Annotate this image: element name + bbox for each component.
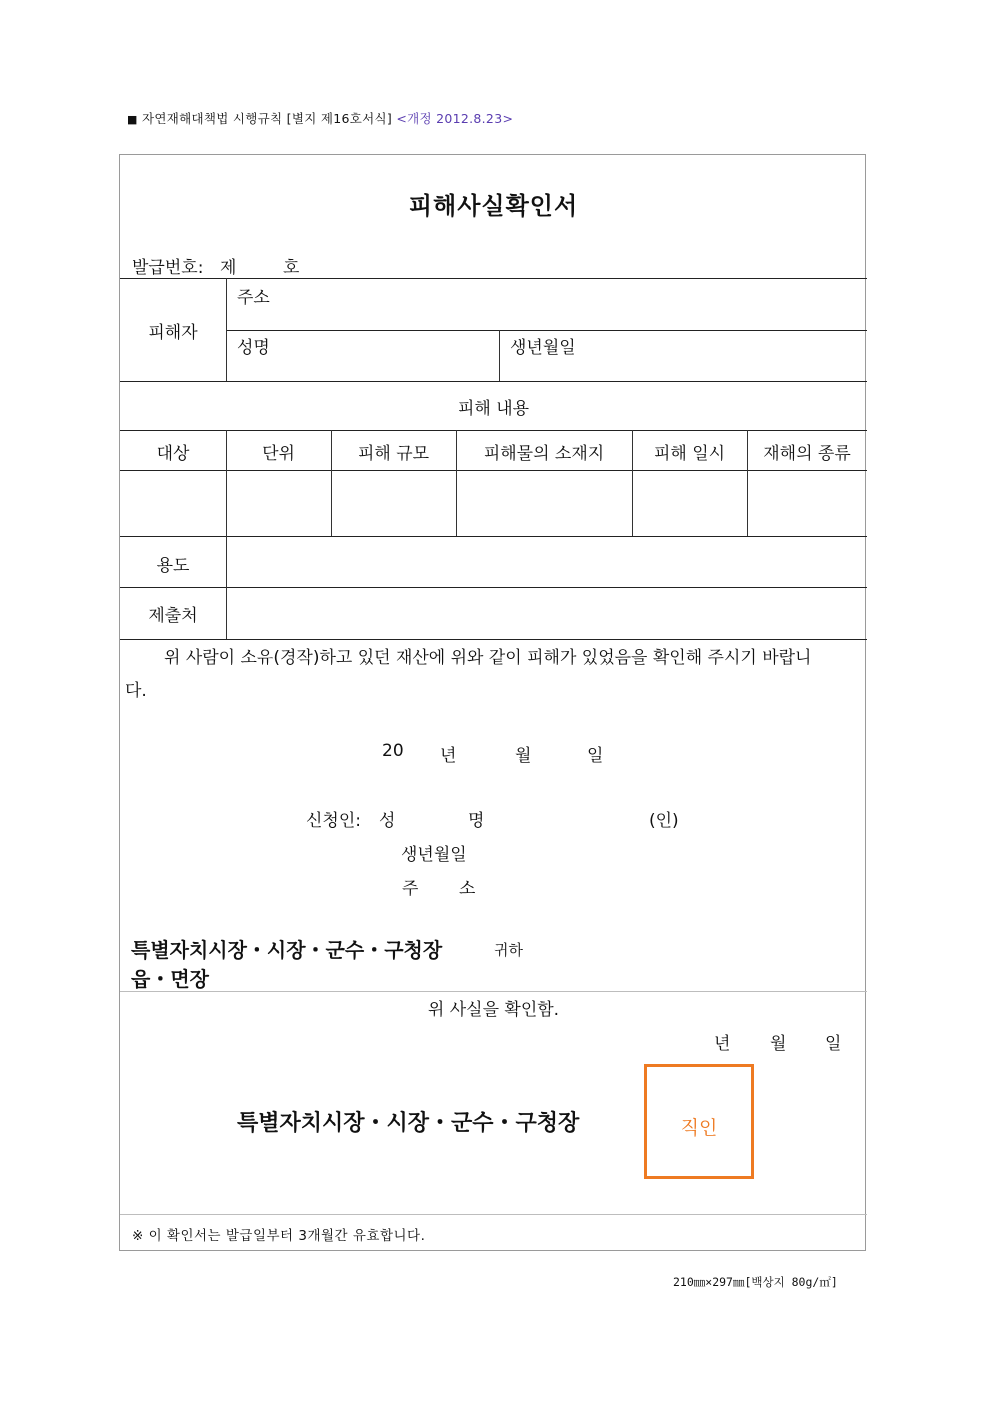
birthdate-label: 생년월일	[510, 338, 576, 358]
disaster-type-cell[interactable]	[749, 473, 865, 533]
damage-location-cell[interactable]	[458, 473, 630, 533]
date-prefix: 20	[382, 741, 404, 761]
applicant-label: 신청인:	[306, 811, 361, 831]
date-year-label: 년	[440, 746, 457, 766]
submit-to-field[interactable]	[230, 591, 862, 635]
bullet-square-icon: ■	[127, 113, 138, 126]
damage-target-cell[interactable]	[122, 473, 224, 533]
divider	[120, 536, 867, 537]
date-day-label: 일	[587, 746, 604, 766]
applicant-address-label-1: 주	[402, 879, 419, 899]
seal-mark: (인)	[649, 811, 679, 831]
divider	[120, 381, 867, 382]
date-month-label: 월	[515, 746, 532, 766]
request-statement-end: 다.	[125, 681, 147, 701]
applicant-address-field[interactable]	[485, 871, 785, 897]
submit-to-label: 제출처	[148, 606, 198, 626]
official-seal-label: 직인	[680, 1117, 718, 1139]
form-reference-header	[127, 109, 513, 127]
official-seal-box	[644, 1064, 754, 1179]
damage-unit-cell[interactable]	[228, 473, 329, 533]
column-header: 피해 일시	[653, 444, 726, 464]
applicant-name-label-1: 성	[379, 811, 396, 831]
revision-date: <개정 2012.8.23>	[396, 111, 514, 126]
applicant-address-label-2: 소	[459, 879, 476, 899]
column-header: 대상	[156, 444, 190, 464]
issue-number-field[interactable]	[245, 249, 279, 275]
issuer-title: 특별자치시장・시장・군수・구청장	[237, 1111, 580, 1136]
victim-birthdate-field[interactable]	[590, 333, 860, 377]
issue-number-label: 발급번호:	[132, 258, 204, 278]
divider	[120, 639, 867, 640]
confirm-day-label: 일	[825, 1034, 842, 1054]
address-label: 주소	[237, 288, 270, 308]
divider	[120, 991, 867, 992]
validity-note: ※ 이 확인서는 발급일부터 3개월간 유효합니다.	[132, 1228, 426, 1244]
addressee-line-1: 특별자치시장・시장・군수・구청장	[131, 938, 443, 962]
issue-number-suffix: 호	[283, 258, 300, 278]
purpose-field[interactable]	[230, 540, 862, 584]
divider	[120, 430, 867, 431]
applicant-name-field[interactable]	[495, 803, 643, 829]
divider	[120, 470, 867, 471]
paper-spec: 210㎜×297㎜[백상지 80g/㎡]	[673, 1275, 838, 1289]
victim-address-field[interactable]	[280, 282, 860, 326]
issue-number-prefix: 제	[220, 258, 237, 278]
divider	[120, 1214, 867, 1215]
divider	[120, 278, 867, 279]
confirm-statement: 위 사실을 확인함.	[427, 1000, 560, 1020]
victim-label: 피해자	[148, 323, 198, 343]
victim-name-field[interactable]	[280, 333, 492, 377]
applicant-birthdate-label: 생년월일	[401, 845, 467, 865]
column-header: 단위	[262, 444, 295, 464]
divider	[226, 536, 227, 639]
divider	[226, 278, 227, 381]
column-header: 재해의 종류	[763, 444, 851, 464]
column-header: 피해 규모	[357, 444, 430, 464]
divider	[120, 587, 867, 588]
request-statement: 위 사람이 소유(경작)하고 있던 재산에 위와 같이 피해가 있었음을 확인해 주시기 바랍니	[164, 648, 812, 668]
damage-section-label: 피해 내용	[457, 399, 530, 419]
law-reference: 자연재해대책법 시행규칙 [별지 제16호서식]	[141, 111, 393, 126]
purpose-label: 용도	[156, 556, 190, 576]
column-header: 피해물의 소재지	[483, 444, 605, 464]
divider	[226, 330, 867, 331]
form-title: 피해사실확인서	[408, 192, 579, 220]
applicant-name-label-2: 명	[468, 811, 485, 831]
damage-scale-cell[interactable]	[333, 473, 454, 533]
applicant-birthdate-field[interactable]	[485, 837, 685, 863]
damage-datetime-cell[interactable]	[634, 473, 745, 533]
addressee-line-2: 읍・면장	[131, 967, 209, 991]
confirm-year-label: 년	[714, 1034, 731, 1054]
addressee-honorific: 귀하	[494, 941, 523, 959]
name-label: 성명	[237, 338, 270, 358]
confirm-month-label: 월	[770, 1034, 787, 1054]
divider	[499, 330, 500, 381]
